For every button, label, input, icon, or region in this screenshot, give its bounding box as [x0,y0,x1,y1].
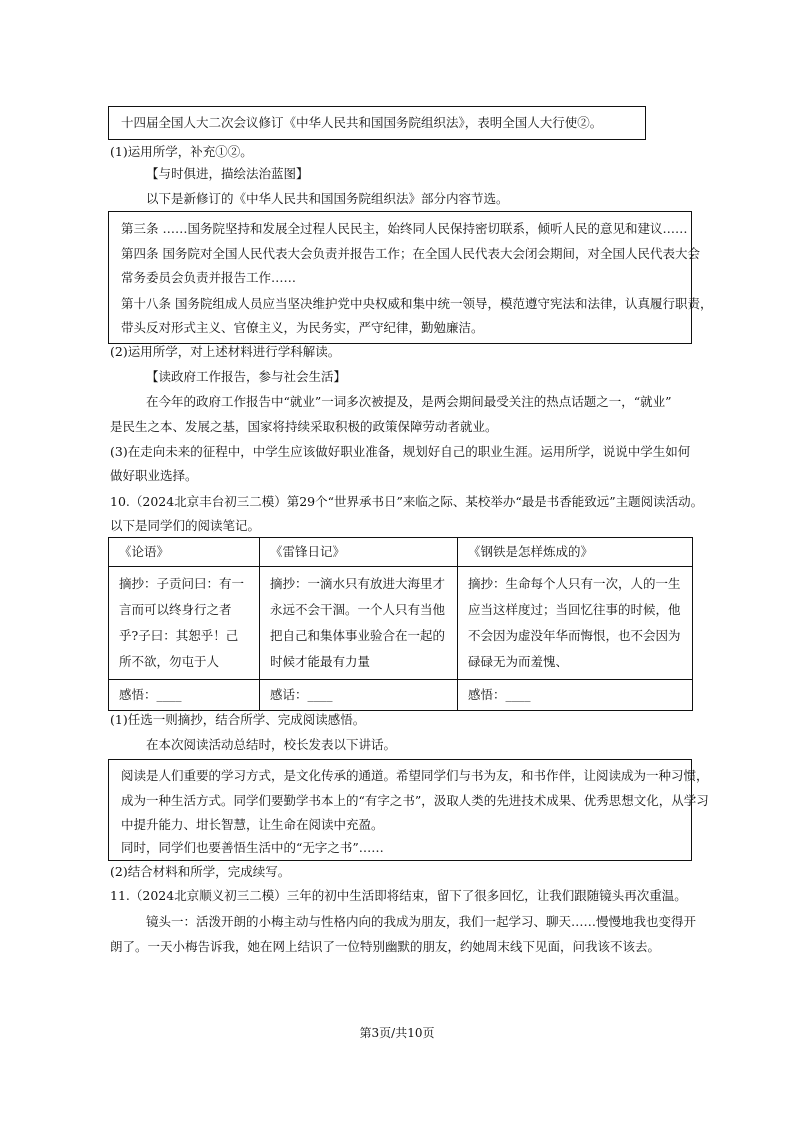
top-quote-box [108,106,646,140]
table-header-cell: 《论语》 [109,538,260,567]
report-paragraph: 是民生之本、发展之基，国家将持续采取积极的政策保障劳动者就业。 [110,419,498,434]
question-10-intro: 10.（2024北京丰台初三二模）第29个“世界承书日”来临之际、某校举办“最是书香能致远”主题阅读活动。 [110,494,704,509]
reflection-cell: 感话：____ [260,680,458,711]
section-title-law: 【与时俱进，描绘法治蓝图】 [146,166,309,181]
table-header-cell: 《钢铁是怎样炼成的》 [458,538,693,567]
speech-box [108,759,709,861]
question-10-intro: 以下是同学们的阅读笔记。 [110,518,261,533]
law-line: 常务委员会负责并报告工作…… [121,270,297,285]
question-1: (1)运用所学，补充①②。 [110,144,253,159]
speech-line: 同时，同学们也要善悟生活中的“无字之书”…… [121,840,384,855]
top-quote-text: 十四届全国人大二次会议修订《中华人民共和国国务院组织法》，表明全国人大行使②。 [121,115,603,130]
excerpt-cell: 摘抄：子贡问曰：有一言而可以终身行之者乎?子曰：其恕乎！己所不欲，勿屯于人 [109,567,260,680]
excerpt-cell: 摘抄：一滴水只有放进大海里才永远不会干涸。一个人只有当他把自己和集体事业验合在一起的时候才能最有力量 [260,567,458,680]
reflection-cell: 感悟：____ [458,680,693,711]
speech-line: 成为一种生活方式。同学们要勤学书本上的“有字之书”，汲取人类的先进技术成果、优秀思想文化，从学习 [121,793,709,808]
table-row [109,680,693,711]
question-10-2: (2)结合材料和所学，完成续写。 [110,864,291,879]
reading-notes-table [108,537,693,711]
scene-one-text: 朗了。一天小梅告诉我，她在网上结识了一位特别幽默的朋友，约她周末线下见面，问我该不该去。 [110,939,661,954]
question-3: (3)在走向未来的征程中，中学生应该做好职业准备，规划好自己的职业生涯。运用所学，说说中学生如何 [110,444,691,459]
question-11-intro: 11.（2024北京顺义初三二模）三年的初中生活即将结束，留下了很多回忆，让我们跟随镜头再次重温。 [110,888,687,903]
table-header-cell: 《雷锋日记》 [260,538,458,567]
excerpt-cell: 摘抄：生命每个人只有一次，人的一生应当这样度过；当回忆往事的时候，他不会因为虚没年华而悔恨，也不会因为碌碌无为而羞愧、 [458,567,693,680]
scene-one-text: 镜头一：活泼开朗的小梅主动与性格内向的我成为朋友，我们一起学习、聊天……慢慢地我也变得开 [146,914,697,929]
summary-intro: 在本次阅读活动总结时，校长发表以下讲话。 [146,737,397,752]
page-number: 第3页/共10页 [359,1026,435,1040]
speech-line: 中提升能力、坩长智慧，让生命在阅读中充盈。 [121,817,384,832]
law-excerpt-box [108,211,713,344]
law-line: 带头反对形式主义、官僚主义，为民务实，严守纪律，勤勉廉洁。 [121,320,484,335]
law-line: 第三条 ……国务院坚持和发展全过程人民民主，始终同人民保持密切联系，倾听人民的意见和建议…… [121,221,688,236]
table-row [109,567,693,680]
question-2: (2)运用所学，对上述材料进行学科解读。 [110,344,341,359]
section-title-report: 【读政府工作报告，参与社会生活】 [146,369,347,384]
speech-line: 阅读是人们重要的学习方式，是文化传承的通道。希望同学们与书为友，和书作伴，让阅读成为一种习惯， [121,768,709,783]
law-line: 第四条 国务院对全国人民代表大会负责并报告工作；在全国人民代表大会闭会期间，对全国人民代表大会 [121,246,700,261]
question-3: 做好职业选择。 [110,468,198,483]
table-header-row [109,538,693,567]
law-intro: 以下是新修订的《中华人民共和国国务院组织法》部分内容节选。 [146,191,509,206]
question-10-1: (1)任选一则摘抄，结合所学、完成阅读感悟。 [110,712,366,727]
report-paragraph: 在今年的政府工作报告中“就业”一词多次被提及，是两会期间最受关注的热点话题之一，“就业” [146,394,672,409]
law-line: 第十八条 国务院组成人员应当坚决维护党中央权威和集中统一领导，模范遵守宪法和法律，认真履行职责， [121,296,713,311]
reflection-cell: 感悟：____ [109,680,260,711]
